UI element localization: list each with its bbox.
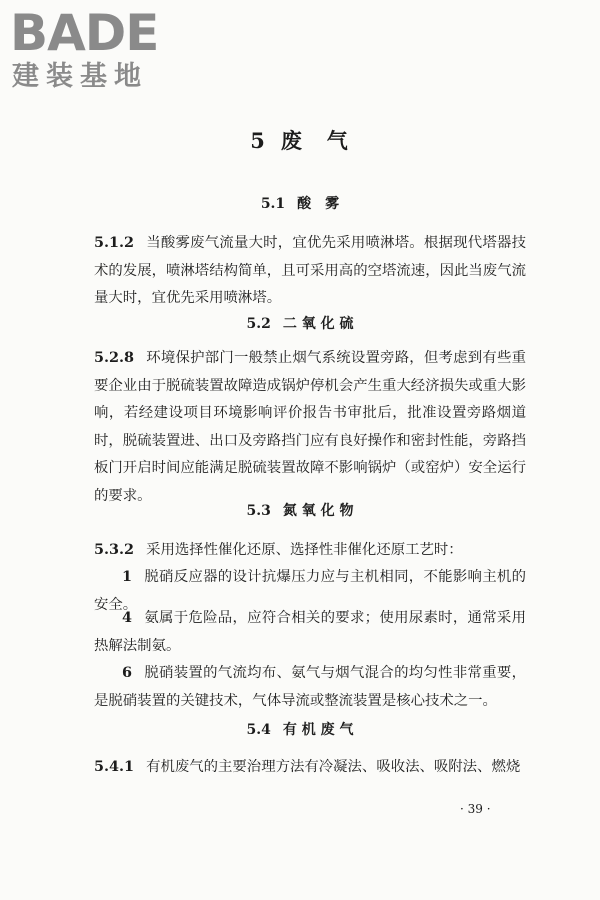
section-heading-5-3 <box>0 500 600 522</box>
paragraph-5-3-2 <box>94 536 526 565</box>
paragraph-text: 脱硝反应器的设计抗爆压力应与主机相同，不能影响主机的安全。 <box>94 569 526 613</box>
list-item-4 <box>94 604 526 660</box>
section-number: 5.3 <box>246 503 271 519</box>
page-number: · 39 · <box>460 802 491 816</box>
chapter-name: 废 气 <box>280 128 350 153</box>
section-number: 5.2 <box>246 316 271 332</box>
section-title: 有 机 废 气 <box>282 722 354 738</box>
paragraph-5-4-1 <box>94 753 526 782</box>
item-number: 6 <box>122 664 133 681</box>
section-title: 氮 氧 化 物 <box>282 503 354 519</box>
paragraph-text: 当酸雾废气流量大时，宜优先采用喷淋塔。根据现代塔器技术的发展，喷淋塔结构简单，且可采用高的空塔流速，因此当废气流量大时，宜优先采用喷淋塔。 <box>94 235 526 307</box>
paragraph-text: 氨属于危险品，应符合相关的要求；使用尿素时，通常采用热解法制氨。 <box>94 610 526 654</box>
chapter-title <box>0 126 600 156</box>
section-title: 二 氧 化 硫 <box>282 316 354 332</box>
section-title: 酸 雾 <box>297 196 340 212</box>
section-heading-5-2 <box>0 313 600 335</box>
paragraph-5-2-8 <box>94 344 526 511</box>
paragraph-text: 环境保护部门一般禁止烟气系统设置旁路，但考虑到有些重要企业由于脱硫装置故障造成锅炉停机会产生重大经济损失或重大影响，若经建设项目环境影响评价报告书审批后，批准设置旁路烟道时，脱硫装置进、出口及旁路挡门应有良好操作和密封性能，旁路挡板门开启时间应能满足脱硫装置故障不影响锅炉（或窑炉）安全运行的要求。 <box>94 350 526 504</box>
chapter-number: 5 <box>250 128 267 153</box>
list-item-6 <box>94 659 526 715</box>
paragraph-text: 有机废气的主要治理方法有冷凝法、吸收法、吸附法、燃烧 <box>146 759 521 775</box>
bade-logo <box>10 6 175 96</box>
section-number: 5.4 <box>246 722 271 738</box>
item-number: 1 <box>122 568 133 585</box>
paragraph-text: 采用选择性催化还原、选择性非催化还原工艺时： <box>146 542 463 558</box>
logo-wordmark: BADE <box>10 4 159 62</box>
clause-number: 5.1.2 <box>94 234 135 251</box>
paragraph-5-1-2 <box>94 229 526 313</box>
section-heading-5-4 <box>0 719 600 741</box>
paragraph-text: 脱硝装置的气流均布、氨气与烟气混合的均匀性非常重要，是脱硝装置的关键技术，气体导流或整流装置是核心技术之一。 <box>94 665 526 709</box>
item-number: 4 <box>122 609 133 626</box>
section-heading-5-1 <box>0 193 600 215</box>
logo-subtitle: 建装基地 <box>12 61 148 92</box>
section-number: 5.1 <box>260 196 286 212</box>
clause-number: 5.2.8 <box>94 349 135 366</box>
clause-number: 5.3.2 <box>94 541 135 558</box>
clause-number: 5.4.1 <box>94 758 135 775</box>
